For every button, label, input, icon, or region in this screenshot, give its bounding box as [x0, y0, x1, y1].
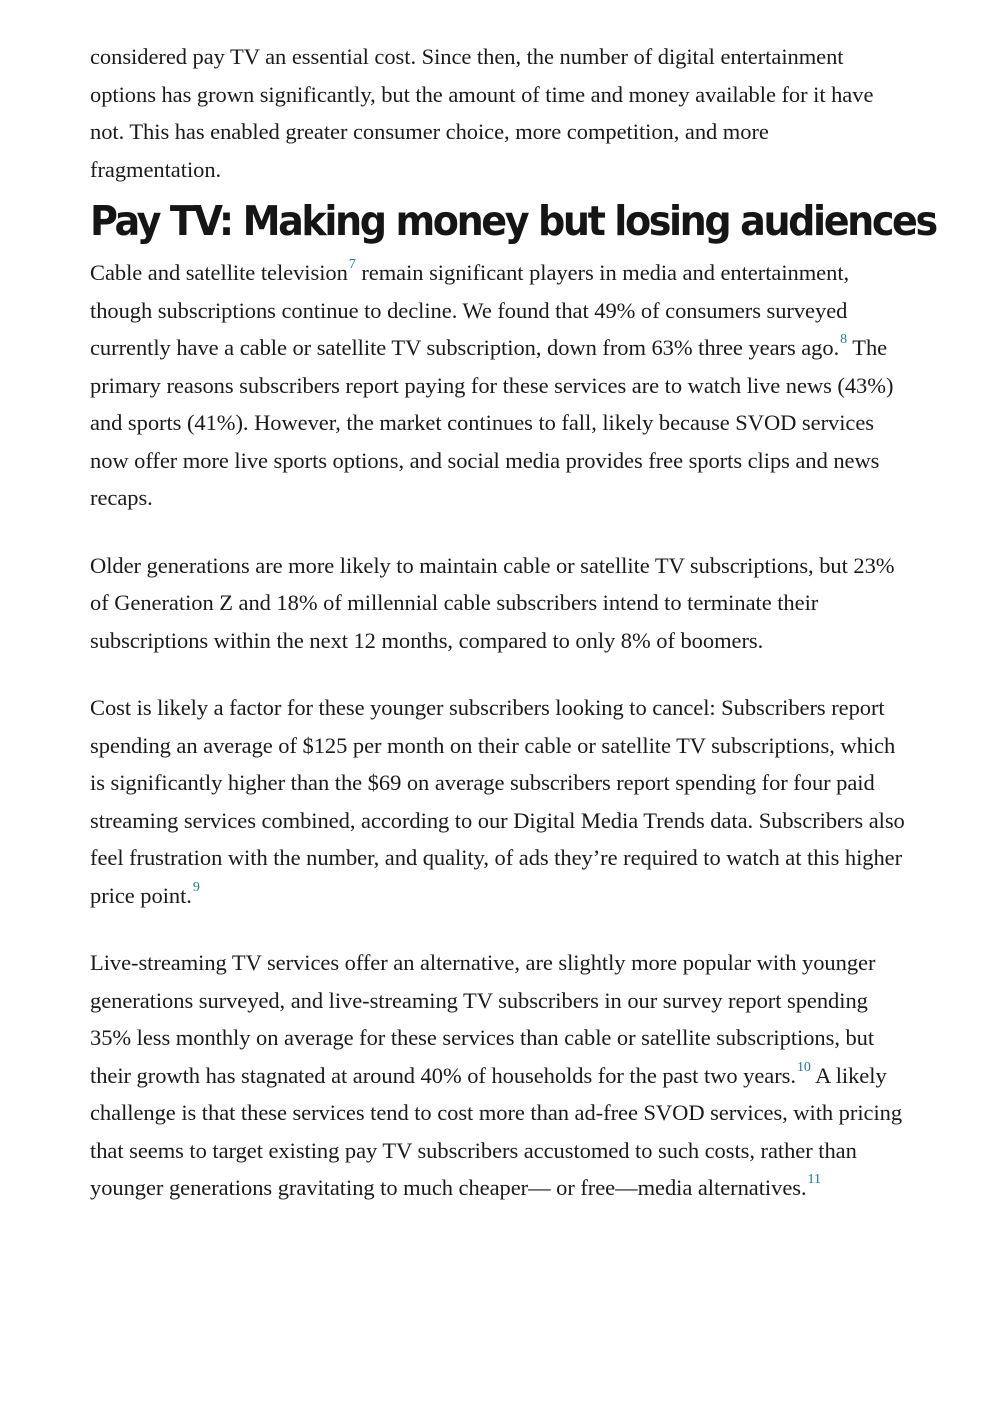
- article-body: [90, 38, 936, 1237]
- footnote-link-8[interactable]: 8: [840, 332, 848, 347]
- paragraph-text: Live-streaming TV services offer an alternative, are slightly more popular with younger generations surveyed, and live-streaming TV subscribers in our survey report spending 35% less monthly on average for these services than cable or satellite subscriptions, but their growth has stagnated at around 40% of households for the past two years.: [90, 950, 876, 1088]
- footnote-link-11[interactable]: 11: [807, 1172, 821, 1187]
- paragraph-text: The primary reasons subscribers report paying for these services are to watch live news (43%) and sports (41%). However, the market continues to fall, likely because SVOD services now offer more live sports options, and social media provides free sports clips and news recaps.: [90, 335, 894, 510]
- footnote-link-10[interactable]: 10: [796, 1059, 811, 1075]
- paragraph-text: remain significant players in media and entertainment, though subscriptions continue to decline. We found that 49% of consumers surveyed currently have a cable or satellite TV subscription, down from 63% three years ago.: [90, 260, 850, 360]
- paragraph-pay-tv-decline: [90, 254, 905, 517]
- paragraph-text: Cable and satellite television: [90, 260, 348, 285]
- paragraph-cost: [90, 689, 905, 914]
- paragraph-generations: [90, 547, 905, 660]
- paragraph-text: Older generations are more likely to maintain cable or satellite TV subscriptions, but 23% of Generation Z and 18% of millennial cable subscribers intend to terminate their subscriptions within the next 12 months, compared to only 8% of boomers.: [90, 552, 895, 653]
- paragraph-text: Cost is likely a factor for these younger subscribers looking to cancel: Subscribers report spending an average of $125 per month on their cable or satellite TV subscriptions, which is significantly higher than the $69 on average subscribers report spending for four paid streaming services combined, according to our Digital Media Trends data. Subscribers also feel frustration with the number, and quality, of ads they’re required to watch at this higher price point.: [90, 695, 905, 908]
- footnote-link-7[interactable]: 7: [348, 257, 356, 272]
- section-heading: Pay TV: Making money but losing audiences: [90, 197, 936, 245]
- intro-text: considered pay TV an essential cost. Since then, the number of digital entertainment options has grown significantly, but the amount of time and money available for it have not. This has enabled greater consumer choice, more competition, and more fragmentation.: [90, 44, 874, 182]
- footnote-link-9[interactable]: 9: [192, 879, 200, 895]
- intro-paragraph: [90, 38, 905, 188]
- paragraph-live-streaming: [90, 944, 905, 1207]
- paragraph-text: A likely challenge is that these services tend to cost more than ad-free SVOD services, with pricing that seems to target existing pay TV subscribers accustomed to such costs, rather than younger generations gravitating to much cheaper— or free—media alternatives.: [90, 1062, 903, 1200]
